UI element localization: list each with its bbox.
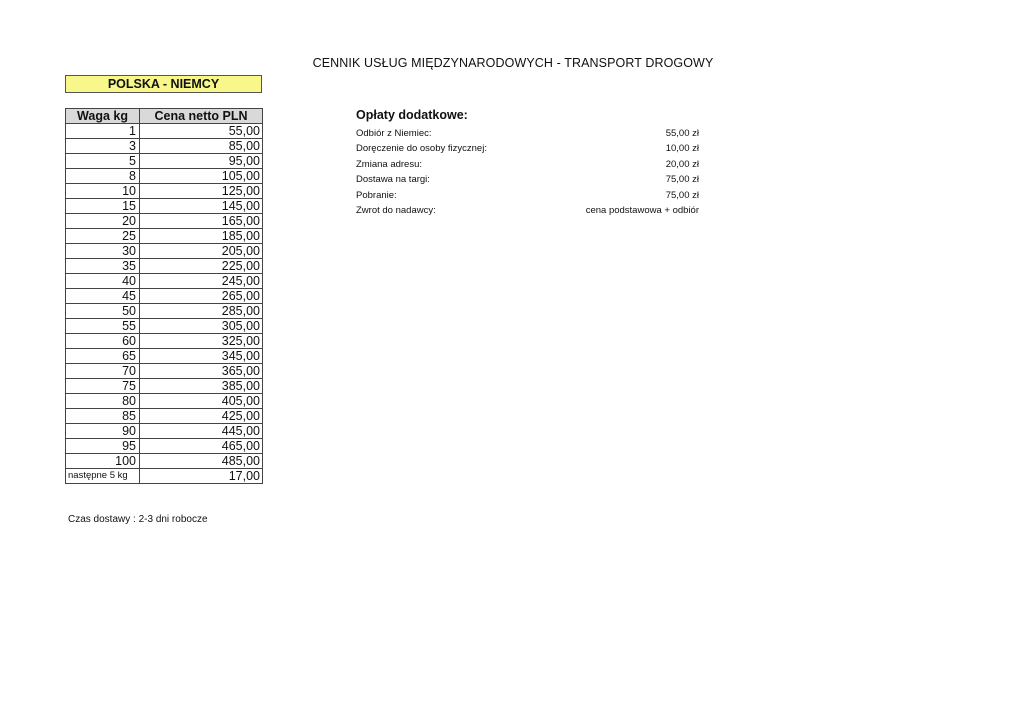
header-price: Cena netto PLN [140,109,263,124]
weight-cell: 100 [66,454,140,469]
weight-cell: 70 [66,364,140,379]
price-cell: 225,00 [140,259,263,274]
weight-cell: 55 [66,319,140,334]
weight-cell: 75 [66,379,140,394]
table-row [66,274,263,289]
table-row [66,139,263,154]
weight-cell: 35 [66,259,140,274]
price-table [65,108,263,484]
fee-value: 75,00 zł [665,174,699,186]
delivery-time-note: Czas dostawy : 2-3 dni robocze [68,514,208,525]
fees-title: Opłaty dodatkowe: [356,108,468,122]
weight-cell: 25 [66,229,140,244]
price-cell: 165,00 [140,214,263,229]
weight-cell: 10 [66,184,140,199]
table-row [66,364,263,379]
fee-label: Dostawa na targi: [356,174,430,186]
additional-fees [356,108,699,218]
table-row [66,379,263,394]
weight-cell: 85 [66,409,140,424]
fee-row [356,126,699,141]
weight-cell: 20 [66,214,140,229]
weight-cell: 50 [66,304,140,319]
weight-cell: 1 [66,124,140,139]
weight-cell: 80 [66,394,140,409]
weight-cell: 30 [66,244,140,259]
table-row [66,259,263,274]
table-row [66,289,263,304]
table-row [66,199,263,214]
weight-cell: 45 [66,289,140,304]
price-cell: 305,00 [140,319,263,334]
extra-price-cell: 17,00 [140,469,263,484]
weight-cell: 90 [66,424,140,439]
price-rows [66,124,263,484]
weight-cell: 15 [66,199,140,214]
weight-cell: 40 [66,274,140,289]
fee-value: 10,00 zł [665,143,699,155]
table-row [66,394,263,409]
price-cell: 245,00 [140,274,263,289]
fee-label: Odbiór z Niemiec: [356,128,432,139]
table-row [66,409,263,424]
weight-cell: 8 [66,169,140,184]
fee-row [356,203,699,218]
fee-label: Zmiana adresu: [356,158,423,170]
price-cell: 425,00 [140,409,263,424]
table-row [66,244,263,259]
header-weight: Waga kg [66,109,140,124]
weight-cell: 3 [66,139,140,154]
fee-label: Doręczenie do osoby fizycznej: [356,143,487,155]
price-cell: 445,00 [140,424,263,439]
table-row [66,304,263,319]
table-row [66,184,263,199]
fee-value: 55,00 zł [665,128,699,139]
price-cell: 385,00 [140,379,263,394]
fee-row [356,172,699,187]
price-cell: 485,00 [140,454,263,469]
price-cell: 325,00 [140,334,263,349]
fee-row [356,157,699,172]
table-row [66,229,263,244]
weight-cell: 65 [66,349,140,364]
price-cell: 345,00 [140,349,263,364]
price-cell: 125,00 [140,184,263,199]
table-row-extra [66,469,263,484]
price-cell: 285,00 [140,304,263,319]
price-cell: 145,00 [140,199,263,214]
table-row [66,349,263,364]
price-cell: 85,00 [140,139,263,154]
table-row [66,124,263,139]
table-row [66,424,263,439]
route-banner: POLSKA - NIEMCY [65,75,262,93]
fee-value: cena podstawowa + odbiór [585,204,699,216]
fee-value: 20,00 zł [665,158,699,170]
price-cell: 185,00 [140,229,263,244]
price-cell: 265,00 [140,289,263,304]
fee-row [356,188,699,203]
table-header-row [66,109,263,124]
weight-cell: 5 [66,154,140,169]
extra-weight-label: następne 5 kg [66,469,140,484]
price-cell: 465,00 [140,439,263,454]
weight-cell: 95 [66,439,140,454]
price-cell: 55,00 [140,124,263,139]
table-row [66,319,263,334]
price-cell: 95,00 [140,154,263,169]
fee-row [356,141,699,156]
table-row [66,454,263,469]
table-row [66,154,263,169]
price-cell: 105,00 [140,169,263,184]
fee-value: 75,00 zł [665,189,699,201]
price-cell: 405,00 [140,394,263,409]
fee-list [356,126,699,218]
page-title: CENNIK USŁUG MIĘDZYNARODOWYCH - TRANSPORT DROGOWY [312,56,714,70]
price-cell: 365,00 [140,364,263,379]
table-row [66,169,263,184]
fee-label: Zwrot do nadawcy: [356,204,436,216]
price-cell: 205,00 [140,244,263,259]
table-row [66,439,263,454]
fee-label: Pobranie: [356,189,397,201]
table-row [66,334,263,349]
weight-cell: 60 [66,334,140,349]
table-row [66,214,263,229]
